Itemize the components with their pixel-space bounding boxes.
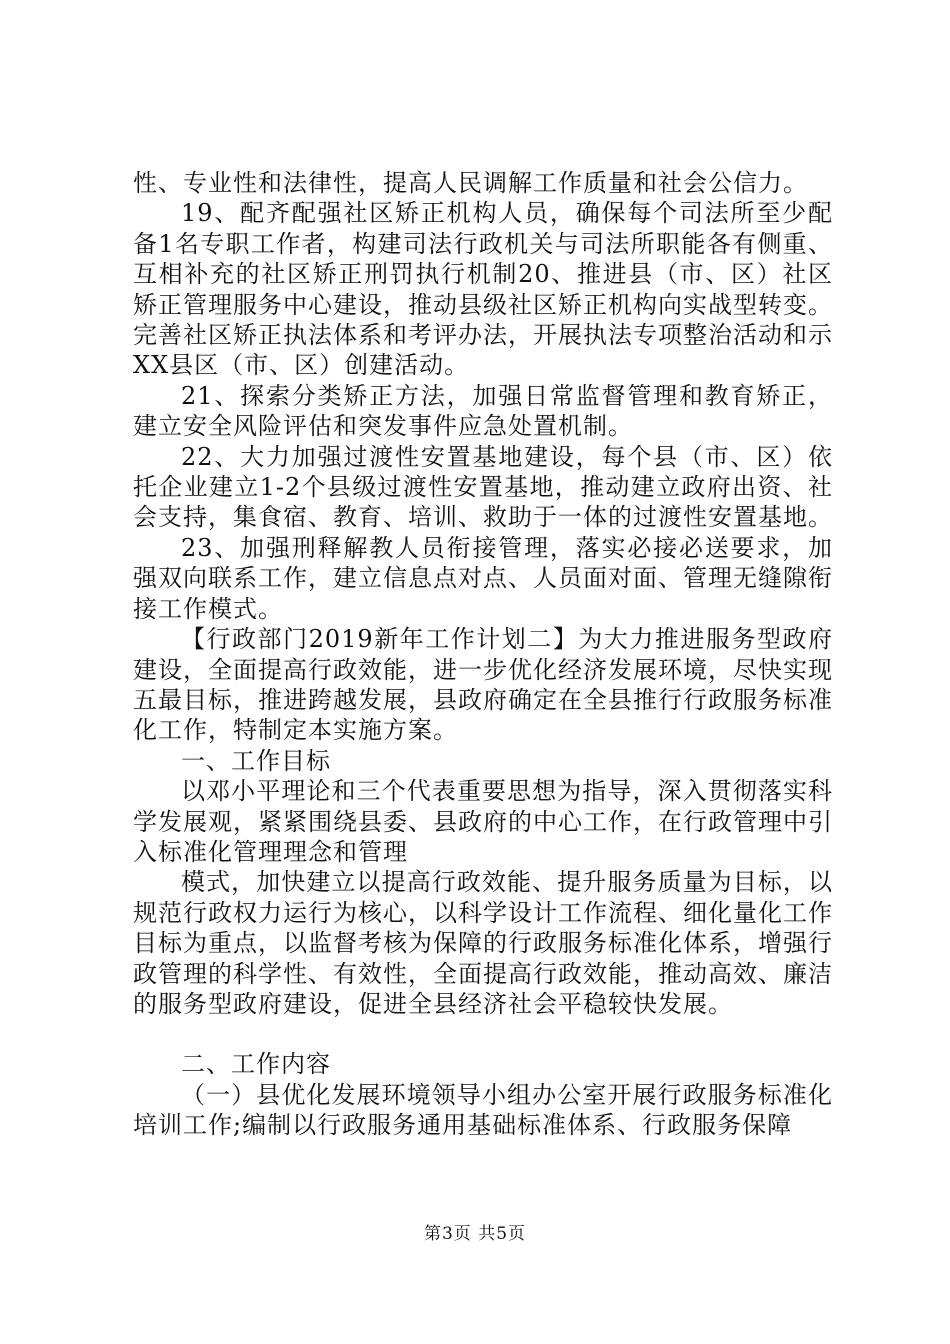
paragraph-mode: 模式，加快建立以提高行政效能、提升服务质量为目标，以规范行政权力运行为核心，以科学设计工作流程、细化量化工作目标为重点，以监督考核为保障的行政服务标准化体系，增强行政管理的科学性、有效性，全面提高行政效能，推动高效、廉洁的服务型政府建设，促进全县经济社会平稳较快发展。: [133, 868, 833, 1018]
paragraph-item-22: 22、大力加强过渡性安置基地建设，每个县（市、区）依托企业建立1-2个县级过渡性安置基地，推动建立政府出资、社会支持，集食宿、教育、培训、救助于一体的过渡性安置基地。: [133, 442, 833, 532]
paragraph-content-one: （一）县优化发展环境领导小组办公室开展行政服务标准化培训工作;编制以行政服务通用基础标准体系、行政服务保障: [133, 1080, 833, 1140]
paragraph-guiding-theory: 以邓小平理论和三个代表重要思想为指导，深入贯彻落实科学发展观，紧紧围绕县委、县政府的中心工作，在行政管理中引入标准化管理理念和管理: [133, 777, 833, 866]
paragraph-item-23: 23、加强刑释解教人员衔接管理，落实必接必送要求，加强双向联系工作，建立信息点对点、人员面对面、管理无缝隙衔接工作模式。: [133, 533, 833, 623]
paragraph-item-19: 19、配齐配强社区矫正机构人员，确保每个司法所至少配备1名专职工作者，构建司法行政机关与司法所职能各有侧重、互相补充的社区矫正刑罚执行机制20、推进县（市、区）社区矫正管理服务中心建设，推动县级社区矫正机构向实战型转变。完善社区矫正执法体系和考评办法，开展执法专项整治活动和示XX县区（市、区）创建活动。: [133, 199, 833, 380]
document-body: [133, 168, 833, 1141]
page-number-footer: 第3页 共5页: [423, 1224, 527, 1244]
section-heading-work-goals: 一、工作目标: [181, 746, 331, 775]
paragraph-item-21: 21、探索分类矫正方法，加强日常监督管理和教育矫正，建立安全风险评估和突发事件应急处置机制。: [133, 381, 833, 441]
paragraph-continuation: 性、专业性和法律性，提高人民调解工作质量和社会公信力。: [133, 169, 808, 197]
section-heading-work-content: 二、工作内容: [181, 1050, 331, 1079]
paragraph-plan-two-intro: 【行政部门2019新年工作计划二】为大力推进服务型政府建设，全面提高行政效能，进一步优化经济发展环境，尽快实现五最目标，推进跨越发展，县政府确定在全县推行行政服务标准化工作，特制定本实施方案。: [133, 625, 833, 745]
